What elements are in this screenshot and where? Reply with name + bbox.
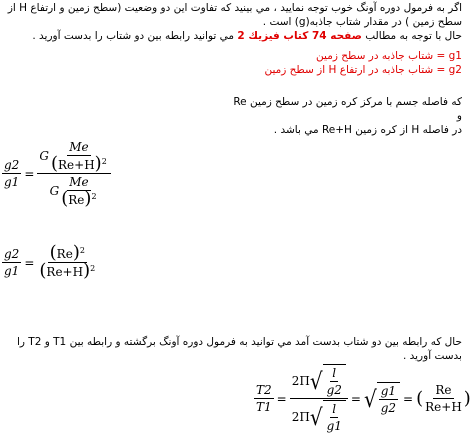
equation-gravity-ratio-full: $\frac{g2}{g1}$ = G $\frac{Me}{(Re+H)^2}$ G $\frac{Me}{(Re)^2}$ — [2, 140, 111, 207]
period-line-1: حال كه رابطه بين دو شتاب بدست آمد مي توانيد به فرمول دوره آونگ برگشته و رابطه بين T1 و T2 را — [16, 336, 462, 348]
distance-line-1: كه فاصله جسم با مركز كره زمين در سطح زمين Re — [233, 96, 462, 108]
intro-line-3-start: حال با توجه به مطالب — [365, 30, 462, 42]
distance-line-3: در فاصله H از كره زمين Re+H مي باشد . — [273, 124, 462, 136]
definition-g1: g1 = شتاب جاذبه در سطح زمين — [316, 50, 462, 62]
book-reference: صفحه 74 كتاب فيزيك 2 — [237, 30, 362, 42]
distance-line-2: و — [456, 110, 462, 122]
intro-line-1: اگر به فرمول دوره آونگ خوب توجه نمایید ، مي بينيد كه تفاوت اين دو وضعيت (سطح زمين و ارتفاع H از — [7, 2, 462, 14]
equation-gravity-ratio-simplified: $\frac{g2}{g1}$ = $\frac{(Re)^2}{(Re+H)^2}$ — [4, 242, 96, 281]
intro-line-3-end: مي توانيد رابطه بين دو شتاب را بدست آوريد . — [32, 30, 235, 42]
eq3-pendulum-ratio: 2Π √ $\frac{l}{g2}$ 2Π √ $\frac{l}{g1}$ — [290, 364, 348, 433]
eq2-rhs: $\frac{(Re)^2}{(Re+H)^2}$ — [39, 242, 96, 281]
intro-line-3 — [32, 30, 462, 43]
intro-line-2: سطح زمين ) در مقدار شتاب جاذبه(g) است . — [262, 16, 462, 28]
eq3-lhs: $\frac{T2}{T1}$ — [256, 383, 272, 414]
definition-g2: g2 = شتاب جاذبه در ارتفاع H از سطح زمين — [264, 64, 462, 76]
period-line-2: بدست آوريد . — [402, 350, 462, 362]
equation-period-ratio: $\frac{T2}{T1}$ = 2Π √ $\frac{l}{g2}$ 2Π √ $\frac{l}{g1}$ = √ $\frac{g1}{g2}$ = ( $\frac{Re}{Re+H}$ ) — [256, 366, 471, 433]
eq3-gravity-root: √ $\frac{g1}{g2}$ — [364, 382, 400, 415]
eq1-lhs: $\frac{g2}{g1}$ — [4, 158, 20, 189]
eq3-radius-ratio: $\frac{Re}{Re+H}$ — [425, 383, 462, 414]
eq2-lhs: $\frac{g2}{g1}$ — [4, 247, 20, 278]
eq1-rhs: G $\frac{Me}{(Re+H)^2}$ G $\frac{Me}{(Re)^2}$ — [37, 140, 110, 207]
